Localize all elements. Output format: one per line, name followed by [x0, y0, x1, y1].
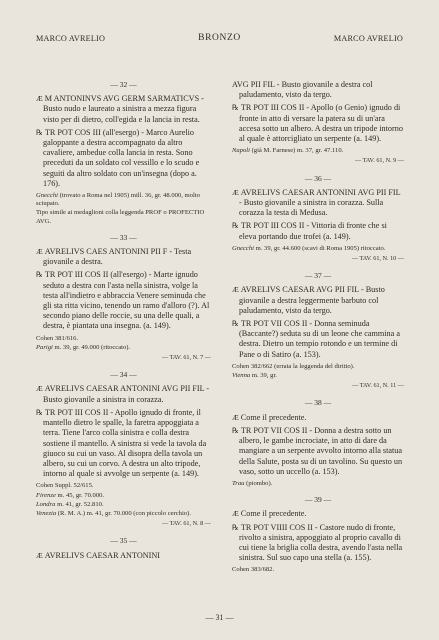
entry-number: — 39 — [304, 495, 332, 505]
entry-description [232, 523, 404, 564]
entry-description [232, 80, 404, 100]
left-column [36, 80, 211, 568]
entry-description [232, 319, 404, 360]
catalog-entry [232, 80, 404, 167]
reference-line [36, 510, 211, 518]
collection-name: Trau [232, 479, 245, 487]
collection-name: Londra [36, 500, 56, 508]
running-header [36, 34, 403, 48]
header-center: BRONZO [198, 33, 241, 43]
side-symbol: Æ [36, 550, 43, 560]
side-symbol: ℞ [36, 270, 43, 280]
description-text: TR POT VII COS II - Donna seminuda (Baccante?) seduta su di un leone che cammina a destra. Dietro un tempio rotondo e un termine di Pane o di Satiro (a. 153). [239, 319, 400, 359]
entry-description [36, 408, 211, 479]
entry-description [232, 188, 404, 219]
description-text: Come il precedente. [240, 412, 307, 422]
header-right: MARCO AVRELIO [333, 34, 403, 43]
collection-name: Parigi [36, 343, 53, 351]
side-symbol: ℞ [36, 407, 43, 417]
entry-number: — 37 — [304, 271, 332, 281]
entry-number: — 33 — [110, 232, 137, 242]
plate-reference: — TAV. 61, N. 10 — [351, 255, 404, 263]
entry-description [36, 270, 211, 331]
reference-text: (trovato a Roma nel 1905) mill. 36, gr. 48.000, molto sciupato. [36, 192, 200, 208]
description-text: TR POT III COS II - Apollo (o Genio) ignudo di fronte in atto di versare la patera su di un'ara accesa sotto un albero. A destra un tripode intorno al quale è attorcigliato un serpente (a. 149). [239, 103, 403, 144]
reference-line [36, 209, 211, 225]
reference-line [232, 147, 404, 155]
catalog-entry [36, 233, 211, 363]
entry-number: — 38 — [304, 398, 332, 408]
reference-line [232, 363, 404, 371]
reference-line [36, 501, 211, 509]
reference-text: m. 39, gr. [250, 372, 277, 380]
entry-number: — 34 — [110, 370, 137, 380]
entry-number: — 35 — [110, 536, 137, 546]
reference-text: Cohen Suppl. 52/615. [36, 482, 94, 490]
entry-description [232, 103, 404, 144]
side-symbol: Æ [36, 94, 43, 104]
side-symbol: Æ [232, 187, 239, 197]
entry-description [232, 221, 404, 241]
reference-text: m. 41, gr. 52.810. [55, 500, 104, 508]
description-text: AVRELIVS CAESAR ANTONINI AVG PII FIL - Busto giovanile a sinistra in corazza. [43, 384, 210, 404]
side-symbol: ℞ [232, 221, 239, 231]
catalog-entry [232, 495, 404, 574]
description-text: AVRELIVS CAES ANTONINI PII F - Testa giovanile a destra. [43, 247, 192, 267]
reference-text: m. 39, gr. 44.600 (scavi di Roma 1905) ritoccato. [253, 244, 386, 252]
entry-description [36, 384, 211, 404]
reference-line [36, 492, 211, 500]
entry-description [232, 426, 404, 477]
side-symbol: ℞ [232, 103, 239, 113]
reference-line [36, 344, 211, 352]
description-text: AVRELIVS CAESAR ANTONINI [44, 550, 161, 560]
entry-number: — 36 — [304, 173, 332, 183]
side-symbol: ℞ [232, 522, 239, 532]
side-symbol: Æ [36, 384, 43, 394]
page-number: — 31 — [205, 613, 234, 622]
entry-description [232, 509, 404, 519]
side-symbol: Æ [36, 247, 43, 257]
entry-description [36, 94, 211, 125]
side-symbol: Æ [232, 285, 239, 295]
description-text: AVRELIVS CAESAR ANTONINI AVG PII FIL - Busto giovanile a sinistra in corazza. Sulla corazza la testa di Medusa. [239, 187, 401, 218]
description-text: TR POT COS III (all'esergo) - Marco Aurelio galoppante a destra accompagnato da altro cavaliere, ambedue colla lancia in resta. Sono preceduti da un soldato col vessillo e lo scudo e seguiti da altro soldato con un'insegna (dopo a. 176). [43, 127, 200, 188]
plate-reference: — TAV. 61, N. 8 — [161, 520, 211, 528]
catalog-entry [232, 271, 404, 391]
catalog-entry [36, 80, 211, 226]
entry-description [36, 128, 211, 189]
reference-line [36, 482, 211, 490]
reference-line [36, 335, 211, 343]
entry-description [36, 551, 211, 561]
plate-reference: — TAV. 61, N. 9 — [354, 157, 404, 165]
reference-text: m. 39, gr. 49.000 (ritoccato). [52, 343, 131, 351]
catalog-entry [232, 174, 404, 265]
reference-text: Tipo simile ai medaglioni colla leggenda PROF o PROFECTIO AVG. [36, 209, 205, 225]
entry-number: — 32 — [110, 80, 137, 89]
collection-name: Gnecchi [232, 244, 254, 252]
description-text: TR POT VIIII COS II - Castore nudo di fronte, rivolto a sinistra, appoggiato al proprio cavallo di cui tiene la briglia colla destra, avendo l'asta nella sinistra. Sul suo capo una stella (a. 155). [239, 522, 403, 563]
catalog-entry [36, 370, 211, 529]
description-text: TR POT III COS II - Apollo ignudo di fronte, il mantello dietro le spalle, la faretra appoggiata a terra. Tiene l'arco colla sinistra e colla destra sostiene il mantello. A sinistra si vede la tavola da giuoco su cui un vaso. Al disopra della tavola un albero, su cui un corvo. A destra un alto tripode, intorno al quale si avvolge un serpente (a. 149). [43, 407, 207, 479]
description-text: M ANTONINVS AVG GERM SARMATICVS - Busto nudo e laureato a sinistra a mezza figura visto per di dietro, coll'egida e la lancia in resta. [43, 94, 204, 124]
catalog-entry [232, 398, 404, 488]
right-column [232, 80, 404, 582]
catalog-entry [36, 536, 211, 560]
side-symbol: ℞ [232, 425, 239, 435]
description-text: TR POT VII COS II - Donna a destra sotto un albero, le gambe incrociate, in atto di dare da mangiare a un serpente avvolto intorno alla statua della Salute, posta su di un tavolino. Su questo un vaso, sotto un uccello (a. 153). [239, 425, 403, 476]
reference-text: Cohen 383/682. [232, 566, 275, 574]
description-text: AVG PII FIL - Busto giovanile a destra col paludamento, visto da tergo. [232, 80, 373, 100]
side-symbol: Æ [232, 412, 239, 422]
plate-reference: — TAV. 61, N. 7 — [161, 354, 211, 362]
side-symbol: ℞ [232, 319, 239, 329]
side-symbol: Æ [232, 509, 239, 519]
reference-line [36, 192, 211, 208]
header-left: MARCO AVRELIO [36, 34, 106, 43]
reference-line [232, 480, 404, 488]
collection-name: Napoli [232, 147, 250, 155]
reference-text: Cohen 382/662 (errata la leggenda del diritto). [232, 362, 355, 370]
collection-name: Firenze [36, 491, 56, 499]
description-text: Come il precedente. [240, 509, 307, 519]
collection-name: Venezia [36, 509, 57, 517]
reference-text: (R. M. A.) m. 41, gr. 70.000 (con piccolo cerchio). [56, 509, 191, 517]
collection-name: Vienna [232, 372, 251, 380]
reference-line [232, 566, 404, 574]
entry-description [232, 285, 404, 316]
reference-text: Cohen 381/616. [36, 334, 79, 342]
side-symbol: ℞ [36, 127, 43, 137]
reference-text: (piombo). [244, 479, 273, 487]
description-text: TR POT III COS II (all'esergo) - Marte ignudo seduto a destra con l'asta nella sinistra, volge la testa all'indietro e abbraccia Venere seminuda che gli sta ritta vicino, tenendo un ramo d'alloro (?). Al secondo piano delle roccie, su una delle quali, a destra, è piantata una insegna. (a. 149). [43, 270, 210, 331]
collection-name: Gnecchi [36, 192, 58, 200]
reference-line [232, 245, 404, 253]
entry-description [36, 247, 211, 267]
description-text: AVRELIVS CAESAR AVG PII FIL - Busto giovanile a destra leggermente barbuto col paludamento, visto da tergo. [239, 285, 385, 315]
entry-description [232, 413, 404, 423]
reference-line [232, 372, 404, 380]
reference-text: (già M. Farnese) m. 37, gr. 47.110. [249, 147, 344, 155]
reference-text: m. 45, gr. 70.000. [55, 491, 105, 499]
description-text: TR POT III COS II - Vittoria di fronte che si eleva portando due trofei (a. 149). [239, 221, 387, 241]
plate-reference: — TAV. 61, N. 11 — [352, 382, 404, 390]
